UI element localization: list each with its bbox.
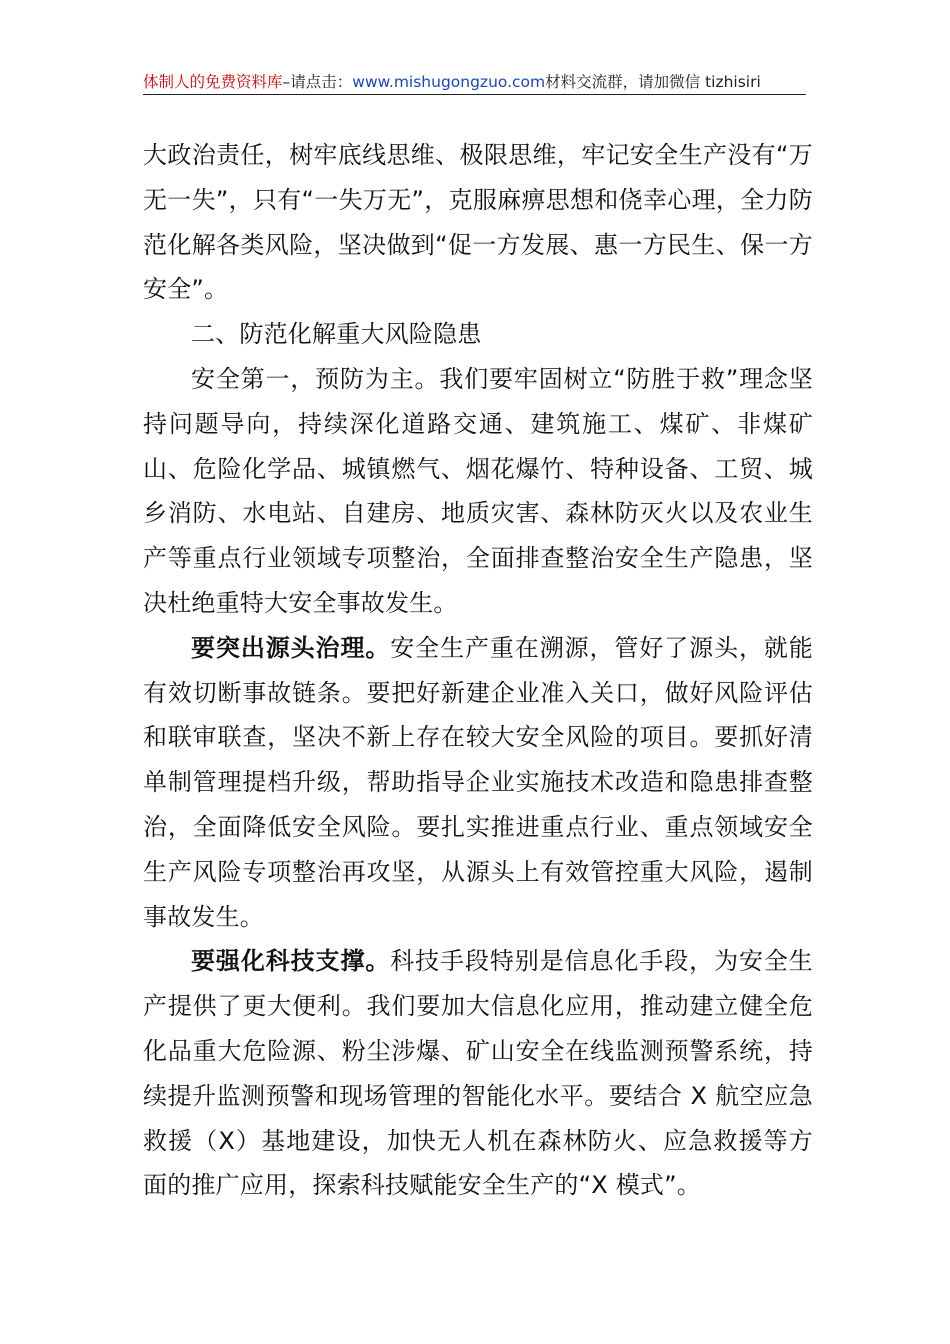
- paragraph-3-lead: 要突出源头治理。: [191, 633, 391, 662]
- paragraph-1: 大政治责任，树牢底线思维、极限思维，牢记安全生产没有“万无一失”，只有“一失万无”，克服麻痹思想和侥幸心理，全力防范化解各类风险，坚决做到“促一方发展、惠一方民生、保一方安全”。: [143, 141, 813, 304]
- page-header: [143, 70, 806, 94]
- paragraph-2: 安全第一，预防为主。我们要牢固树立“防胜于救”理念坚持问题导向，持续深化道路交通、建筑施工、煤矿、非煤矿山、危险化学品、城镇燃气、烟花爆竹、特种设备、工贸、城乡消防、水电站、自建房、地质灾害、森林防灭火以及农业生产等重点行业领域专项整治，全面排查整治安全生产隐患，坚决杜绝重特大安全事故发生。: [143, 364, 813, 617]
- header-contact-text: 材料交流群，请加微信 tizhisiri: [545, 73, 761, 91]
- paragraph-4: [143, 939, 813, 1208]
- header-prompt: –请点击：: [282, 73, 353, 91]
- paragraph-3: [143, 626, 813, 940]
- header-divider: [143, 94, 806, 95]
- document-body: [143, 133, 813, 1208]
- paragraph-3-text: 安全生产重在溯源，管好了源头，就能有效切断事故链条。要把好新建企业准入关口，做好风险评估和联审联查，坚决不新上存在较大安全风险的项目。要抓好清单制管理提档升级，帮助指导企业实施技术改造和隐患排查整治，全面降低安全风险。要扎实推进重点行业、重点领域安全生产风险专项整治再攻坚，从源头上有效管控重大风险，遏制事故发生。: [143, 633, 813, 931]
- header-url-link[interactable]: www.mishugongzuo.com: [352, 73, 546, 91]
- paragraph-4-lead: 要强化科技支撑。: [191, 947, 391, 976]
- header-site-name: 体制人的免费资料库: [143, 73, 283, 91]
- paragraph-4-text: 科技手段特别是信息化手段，为安全生产提供了更大便利。我们要加大信息化应用，推动建立健全危化品重大危险源、粉尘涉爆、矿山安全在线监测预警系统，持续提升监测预警和现场管理的智能化水平。要结合 X 航空应急救援（X）基地建设，加快无人机在森林防火、应急救援等方面的推广应用，探索科技赋能安全生产的“X 模式”。: [143, 947, 813, 1200]
- section-heading-2: 二、防范化解重大风险隐患: [191, 320, 482, 349]
